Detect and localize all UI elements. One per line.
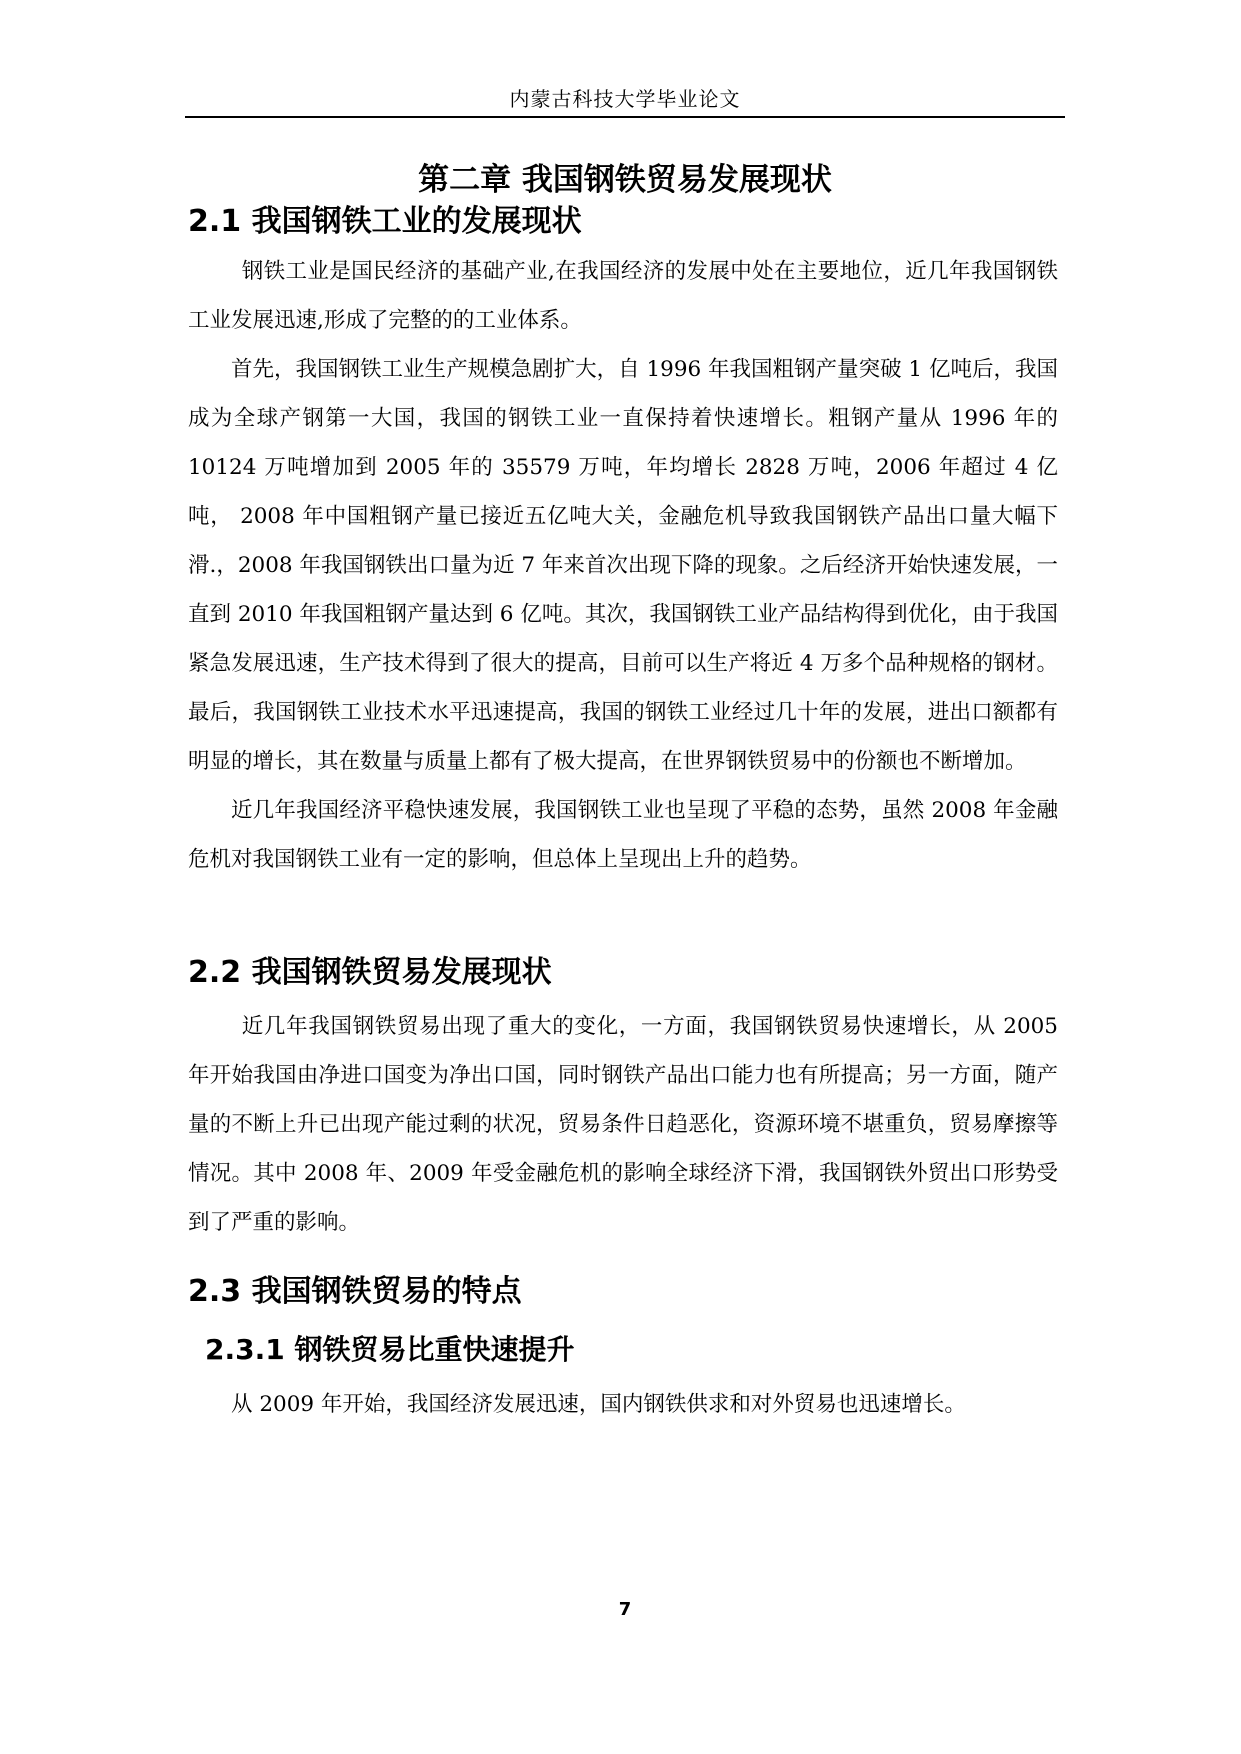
paragraph-2-2-body: 近几年我国钢铁贸易出现了重大的变化，一方面，我国钢铁贸易快速增长，从 2005 年开始我国由净进口国变为净出口国，同时钢铁产品出口能力也有所提高；另一方面，随产量的不断上升已出现产能过剩的状况，贸易条件日趋恶化，资源环境不堪重负，贸易摩擦等情况。其中 2008 年、2009 年受金融危机的影响全球经济下滑，我国钢铁外贸出口形势受到了严重的影响。	[188, 1014, 1058, 1235]
section-heading-2-3: 2.3 我国钢铁贸易的特点	[188, 1274, 522, 1309]
paragraph-2-1-intro: 钢铁工业是国民经济的基础产业,在我国经济的发展中处在主要地位，近几年我国钢铁工业发展迅速,形成了完整的的工业体系。	[188, 259, 1058, 333]
chapter-title: 第二章 我国钢铁贸易发展现状	[418, 162, 832, 198]
header-rule	[185, 116, 1065, 118]
paragraph-2-3-1-body: 从 2009 年开始，我国经济发展迅速，国内钢铁供求和对外贸易也迅速增长。	[231, 1392, 966, 1417]
paragraph-2-1-summary: 近几年我国经济平稳快速发展，我国钢铁工业也呈现了平稳的态势，虽然 2008 年金融危机对我国钢铁工业有一定的影响，但总体上呈现出上升的趋势。	[188, 798, 1058, 872]
section-heading-2-2: 2.2 我国钢铁贸易发展现状	[188, 955, 552, 990]
section-heading-2-1: 2.1 我国钢铁工业的发展现状	[188, 204, 582, 239]
page-number: 7	[618, 1599, 632, 1620]
paragraph-2-1-body: 首先，我国钢铁工业生产规模急剧扩大，自 1996 年我国粗钢产量突破 1 亿吨后，我国成为全球产钢第一大国，我国的钢铁工业一直保持着快速增长。粗钢产量从 1996 年的 10124 万吨增加到 2005 年的 35579 万吨，年均增长 2828 万吨，2006 年超过 4 亿吨， 2008 年中国粗钢产量已接近五亿吨大关，金融危机导致我国钢铁产品出口量大幅下滑.，2008 年我国钢铁出口量为近 7 年来首次出现下降的现象。之后经济开始快速发展，一直到 2010 年我国粗钢产量达到 6 亿吨。其次，我国钢铁工业产品结构得到优化，由于我国紧急发展迅速，生产技术得到了很大的提高，目前可以生产将近 4 万多个品种规格的钢材。最后，我国钢铁工业技术水平迅速提高，我国的钢铁工业经过几十年的发展，进出口额都有明显的增长，其在数量与质量上都有了极大提高，在世界钢铁贸易中的份额也不断增加。	[188, 357, 1058, 774]
running-header: 内蒙古科技大学毕业论文	[509, 87, 741, 111]
subsection-heading-2-3-1: 2.3.1 钢铁贸易比重快速提升	[205, 1333, 575, 1366]
